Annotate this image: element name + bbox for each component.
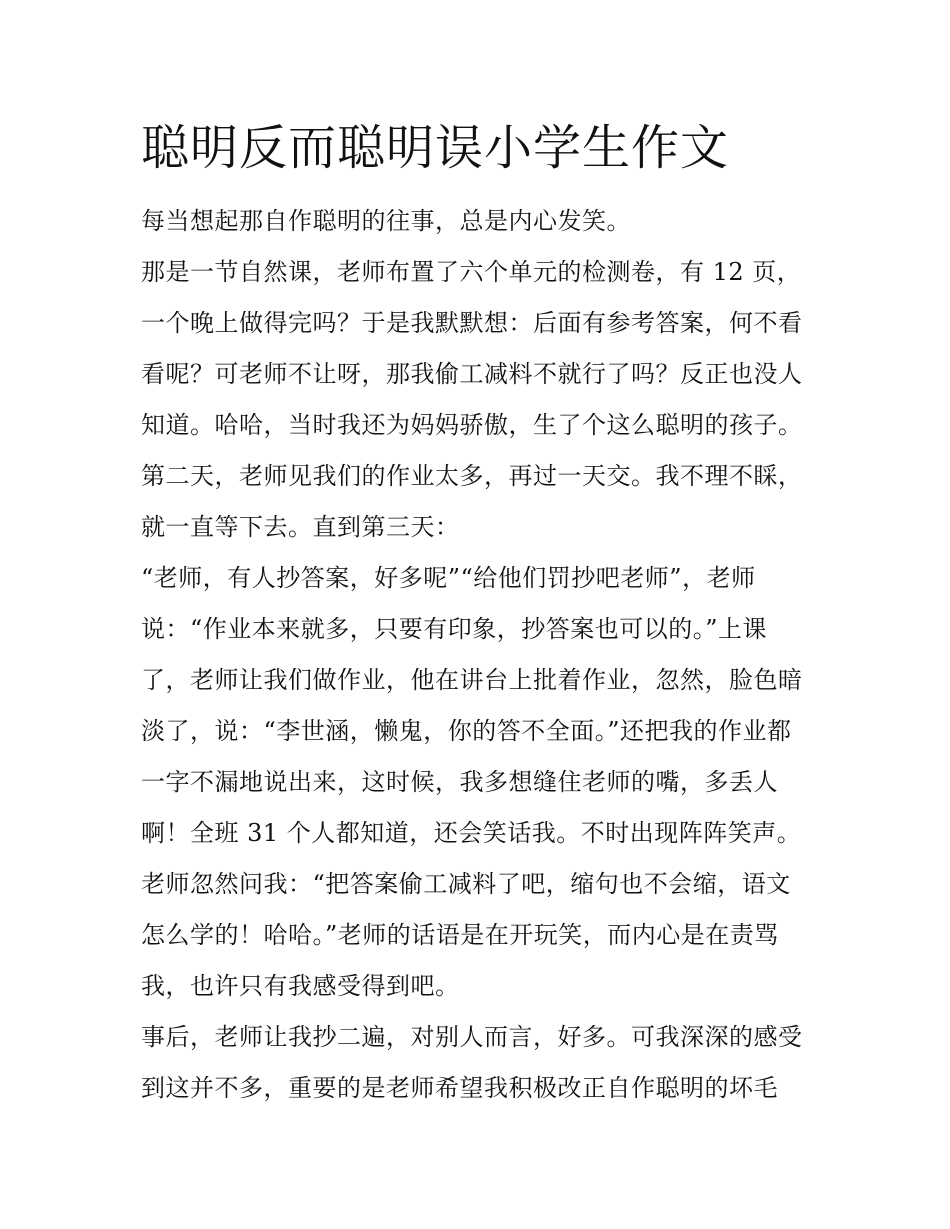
text-line: 到这并不多，重要的是老师希望我积极改正自作聪明的坏毛	[141, 1074, 778, 1102]
text-line: “老师，有人抄答案，好多呢”“给他们罚抄吧老师”，老师	[141, 564, 756, 592]
text-line: 事后，老师让我抄二遍，对别人而言，好多。可我深深的感受	[141, 1023, 803, 1051]
text-line: 每当想起那自作聪明的往事，总是内心发笑。	[141, 207, 631, 235]
text-line: 淡了，说：“李世涵，懒鬼，你的答不全面。”还把我的作业都	[141, 717, 792, 745]
text-line: 了，老师让我们做作业，他在讲台上批着作业，忽然，脸色暗	[141, 666, 803, 694]
text-line: 就一直等下去。直到第三天：	[141, 513, 460, 541]
text-line: 啊！全班 31 个人都知道，还会笑话我。不时出现阵阵笑声。	[141, 819, 802, 847]
document-title: 聪明反而聪明误小学生作文	[141, 120, 730, 176]
text-line: 看呢？可老师不让呀，那我偷工减料不就行了吗？反正也没人	[141, 360, 803, 388]
text-line: 说：“作业本来就多，只要有印象，抄答案也可以的。”上课	[141, 615, 768, 643]
text-line: 一字不漏地说出来，这时候，我多想缝住老师的嘴，多丢人	[141, 768, 778, 796]
text-line: 怎么学的！哈哈。”老师的话语是在开玩笑，而内心是在责骂	[141, 921, 779, 949]
text-line: 我，也许只有我感受得到吧。	[141, 972, 460, 1000]
text-line: 第二天，老师见我们的作业太多，再过一天交。我不理不睬，	[141, 462, 803, 490]
text-line: 一个晚上做得完吗？于是我默默想：后面有参考答案，何不看	[141, 309, 803, 337]
text-line: 知道。哈哈，当时我还为妈妈骄傲，生了个这么聪明的孩子。	[141, 411, 803, 439]
text-line: 老师忽然问我：“把答案偷工减料了吧，缩句也不会缩，语文	[141, 870, 791, 898]
text-line: 那是一节自然课，老师布置了六个单元的检测卷，有 12 页，	[141, 258, 802, 286]
